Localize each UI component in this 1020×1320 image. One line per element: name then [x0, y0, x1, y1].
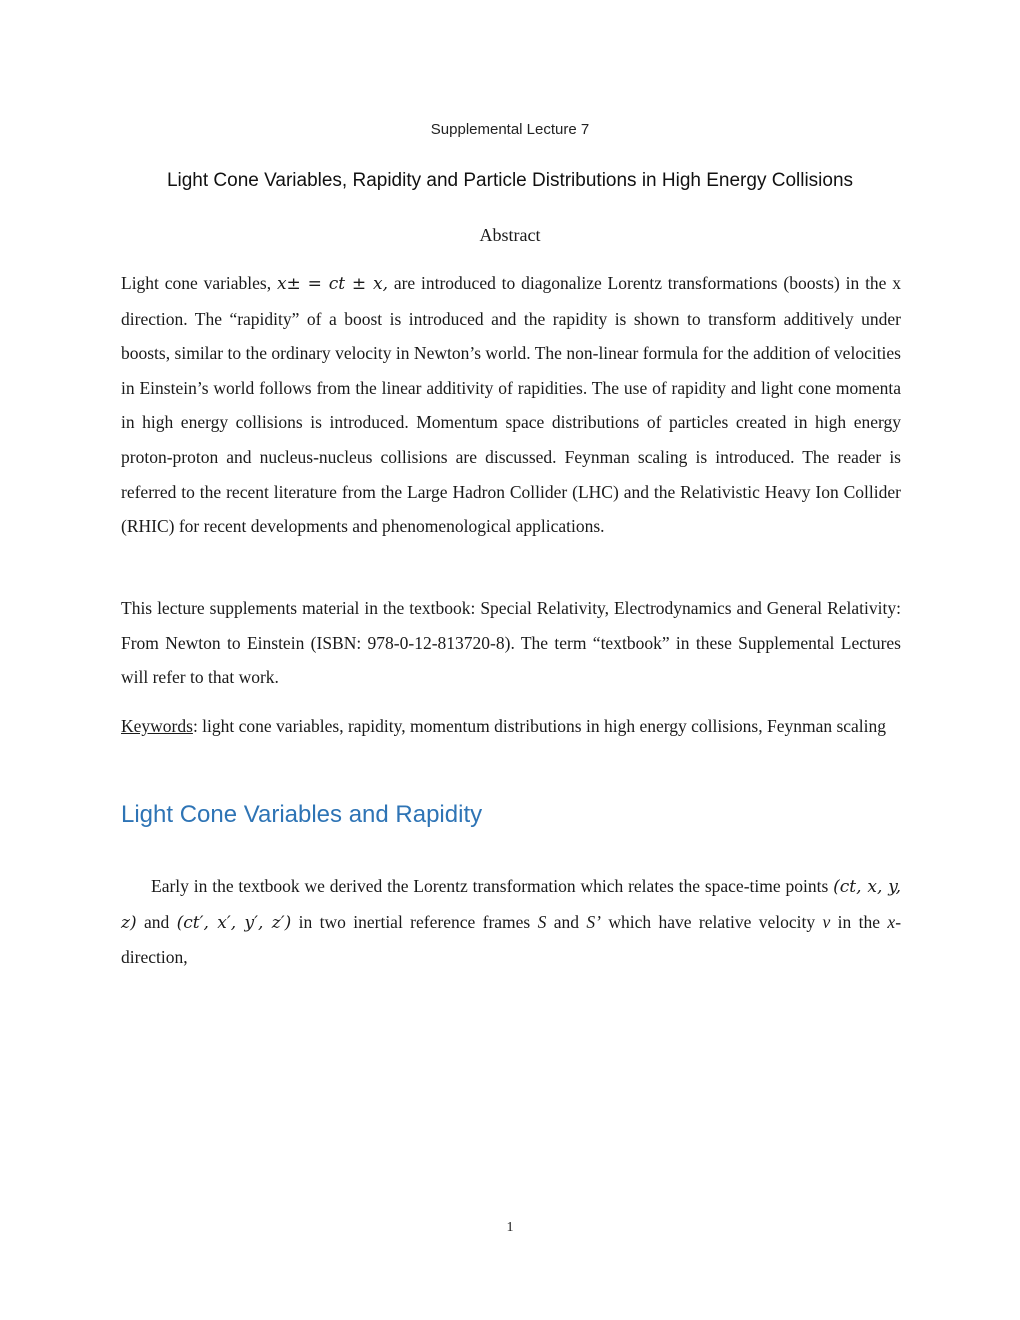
supplement-note-text: This lecture supplements material in the textbook: Special Relativity, Electrodynamics and General Relativity: From Newton to Einstein (ISBN: 978-0-12-813720-8). The term “textbook” in these Supplemental Lectures will refer to that work.	[121, 598, 901, 688]
keywords-text: : light cone variables, rapidity, momentum distributions in high energy collisions, Feynman scaling	[192, 716, 887, 736]
supplement-note	[121, 591, 901, 695]
p1-axis-x: x	[887, 911, 896, 932]
abstract-rest: are introduced to diagonalize Lorentz transformations (boosts) in the x direction. The “rapidity” of a boost is introduced and the rapidity is shown to transform additively under boosts, similar to the ordinary velocity in Newton’s world. The non-linear formula for the addition of velocities in Einstein’s world follows from the linear additivity of rapidities. The use of rapidity and light cone momenta in high energy collisions is introduced. Momentum space distributions of particles created in high energy proton-proton and nucleus-nucleus collisions are discussed. Feynman scaling is introduced. The reader is referred to the recent literature from the Large Hadron Collider (LHC) and the Relativistic Heavy Ion Collider (RHIC) for recent developments and phenomenological applications.	[121, 273, 902, 537]
p1-text-b: in two inertial reference frames	[298, 911, 531, 932]
abstract-intro: Light cone variables,	[121, 273, 272, 293]
section-paragraph	[121, 869, 901, 975]
p1-coords-2: (ct′, x′, y′, z′)	[176, 912, 292, 933]
p1-text-e: -direction,	[121, 911, 902, 968]
p1-frame-s-prime: S’	[586, 911, 601, 932]
p1-text-d: in the	[837, 911, 881, 932]
p1-velocity-v: v	[822, 911, 831, 932]
abstract-heading: Abstract	[479, 225, 541, 245]
p1-and: and	[143, 911, 170, 932]
abstract-paragraph	[121, 266, 901, 544]
document-title: Light Cone Variables, Rapidity and Particle Distributions in High Energy Collisions	[166, 170, 854, 191]
p1-frame-s: S	[537, 911, 547, 932]
p1-coords-1: (ct, x, y, z)	[121, 877, 902, 933]
p1-text-a: Early in the textbook we derived the Lorentz transformation which relates the space-time points	[151, 876, 829, 896]
lecture-number: Supplemental Lecture 7	[430, 121, 590, 138]
keywords-paragraph	[121, 709, 901, 744]
keywords-label: Keywords	[121, 716, 193, 736]
section-heading: Light Cone Variables and Rapidity	[121, 801, 483, 828]
p1-and-2: and	[553, 911, 580, 932]
p1-text-c: which have relative velocity	[608, 911, 816, 932]
page-number: 1	[506, 1220, 514, 1235]
light-cone-formula: x± = ct ± x,	[276, 274, 388, 294]
